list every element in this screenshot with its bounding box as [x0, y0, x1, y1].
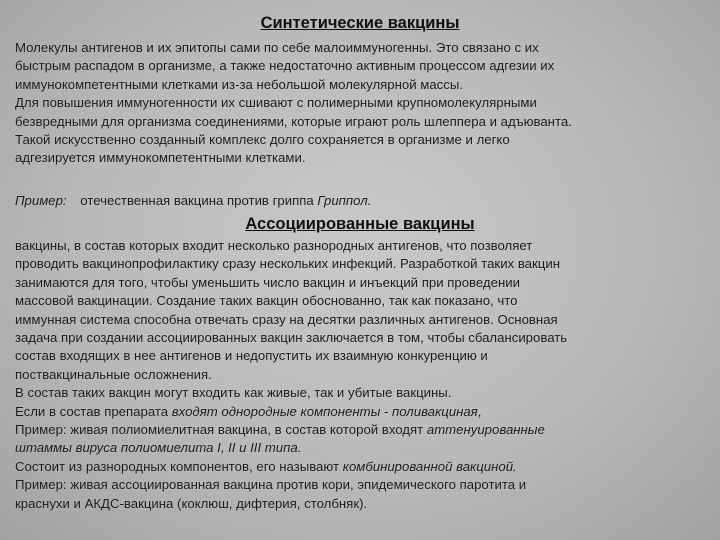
text-line: В состав таких вакцин могут входить как живые, так и убитые вакцины. — [15, 385, 452, 401]
example-vaccine-name: Гриппол. — [317, 193, 372, 208]
text-line: занимаются для того, чтобы уменьшить число вакцин и инъекций при проведении — [15, 274, 520, 290]
synthetic-vaccines-text — [15, 39, 715, 168]
text-line: Пример: живая ассоциированная вакцина против кори, эпидемического паротита и — [15, 477, 527, 493]
text-line-polio-example: Пример: живая полиомиелитная вакцина, в состав которой входят аттенуированные — [15, 422, 545, 438]
text-line: поствакцинальные осложнения. — [15, 366, 212, 382]
text-line: иммунокомпетентными клетками из-за небольшой молекулярной массы. — [15, 76, 463, 92]
text-line: краснухи и АКДС-вакцина (коклюш, дифтерия, столбняк). — [15, 495, 368, 511]
text-line: состав входящих в нее антигенов и недопустить их взаимную конкуренцию и — [15, 348, 488, 364]
section-title-synthetic: Синтетические вакцины — [260, 14, 460, 32]
example-label: Пример: — [15, 193, 67, 208]
text-line: вакцины, в состав которых входит несколько разнородных антигенов, что позволяет — [15, 238, 533, 253]
text-line-polyvaccine: Если в состав препарата входят однородные компоненты - поливакциная, — [15, 403, 482, 419]
text-line: безвредными для организма соединениями, которые играют роль шлеппера и адъюванта. — [15, 113, 572, 129]
text-line: Для повышения иммуногенности их сшивают с полимерными крупномолекулярными — [15, 95, 537, 111]
text-line: адгезируется иммунокомпетентными клетками. — [15, 150, 306, 166]
text-line: Такой искусственно созданный комплекс долго сохраняется в организме и легко — [15, 132, 510, 148]
text-line: проводить вакцинопрофилактику сразу нескольких инфекций. Разработкой таких вакцин — [15, 256, 560, 272]
synthetic-example — [15, 192, 715, 210]
example-text: отечественная вакцина против гриппа — [80, 193, 314, 208]
text-line: быстрым распадом в организме, а также недостаточно активным процессом адгезии их — [15, 58, 555, 74]
section-title-associated: Ассоциированные вакцины — [245, 215, 475, 233]
text-line-combined: Состоит из разнородных компонентов, его называют комбинированной вакциной. — [15, 458, 517, 474]
text-line: задача при создании ассоциированных вакцин заключается в том, чтобы сбалансировать — [15, 330, 568, 346]
associated-vaccines-text — [15, 237, 715, 513]
text-line: иммунная система способна отвечать сразу на десятки различных антигенов. Основная — [15, 311, 558, 327]
text-line-strains: штаммы вируса полиомиелита I, II и III типа. — [15, 440, 302, 456]
text-line: массовой вакцинации. Создание таких вакцин обоснованно, так как показано, что — [15, 293, 518, 309]
text-line: Молекулы антигенов и их эпитопы сами по себе малоиммуногенны. Это связано с их — [15, 40, 539, 55]
